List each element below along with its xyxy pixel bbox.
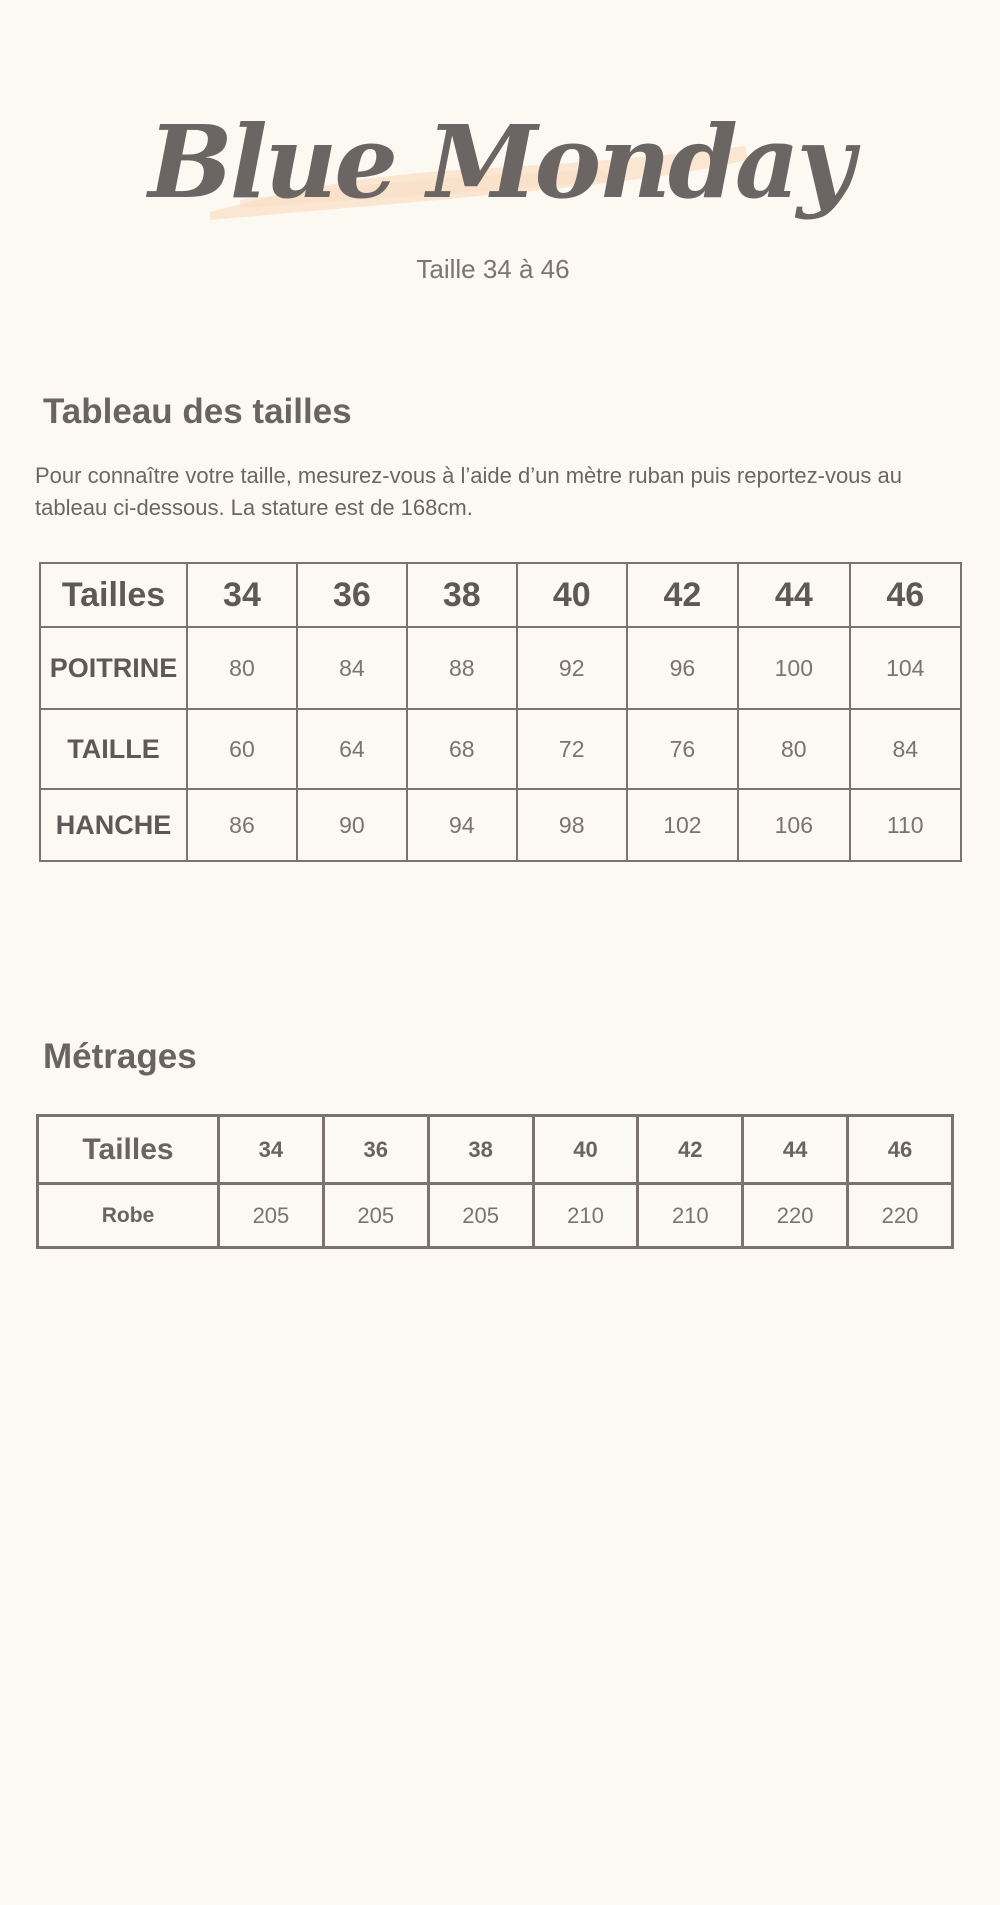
- table-cell: 84: [850, 709, 961, 789]
- fabric-table-header-cell: 38: [428, 1116, 533, 1184]
- size-table-header-cell: 44: [738, 563, 849, 627]
- row-label: HANCHE: [40, 789, 187, 861]
- size-table-header-cell: 40: [517, 563, 627, 627]
- table-cell: 210: [533, 1184, 638, 1248]
- table-cell: 94: [407, 789, 517, 861]
- row-label: TAILLE: [40, 709, 187, 789]
- fabric-table-header-cell: 44: [743, 1116, 848, 1184]
- table-cell: 100: [738, 627, 849, 709]
- table-cell: 220: [743, 1184, 848, 1248]
- table-cell: 80: [738, 709, 849, 789]
- size-table-header-row: [40, 563, 961, 627]
- fabric-table-header-cell: 36: [323, 1116, 428, 1184]
- size-table-header-cell: 38: [407, 563, 517, 627]
- table-cell: 104: [850, 627, 961, 709]
- table-cell: 205: [428, 1184, 533, 1248]
- table-cell: 205: [219, 1184, 324, 1248]
- table-cell: 86: [187, 789, 297, 861]
- table-cell: 76: [627, 709, 738, 789]
- table-cell: 106: [738, 789, 849, 861]
- table-cell: 98: [517, 789, 627, 861]
- table-cell: 102: [627, 789, 738, 861]
- size-table: [39, 562, 962, 862]
- table-row: [38, 1184, 953, 1248]
- table-cell: 80: [187, 627, 297, 709]
- table-cell: 92: [517, 627, 627, 709]
- table-cell: 205: [323, 1184, 428, 1248]
- table-cell: 96: [627, 627, 738, 709]
- table-cell: 72: [517, 709, 627, 789]
- size-range-subtitle: Taille 34 à 46: [416, 254, 570, 284]
- fabric-table-header-cell: 46: [848, 1116, 953, 1184]
- fabric-table-header-cell: 34: [219, 1116, 324, 1184]
- fabric-table-header-row: [38, 1116, 953, 1184]
- table-cell: 68: [407, 709, 517, 789]
- table-row: [40, 789, 961, 861]
- fabric-table-heading: Métrages: [43, 1037, 197, 1076]
- fabric-table: [36, 1114, 954, 1249]
- fabric-table-header-cell: 42: [638, 1116, 743, 1184]
- brand-title: Blue Monday: [148, 103, 852, 221]
- row-label: POITRINE: [40, 627, 187, 709]
- size-table-intro: Pour connaître votre taille, mesurez-vous à l’aide d’un mètre ruban puis reportez-vous au tableau ci-dessous. La stature est de 168cm.: [35, 463, 903, 520]
- size-table-header-cell: 36: [297, 563, 407, 627]
- table-cell: 60: [187, 709, 297, 789]
- table-cell: 64: [297, 709, 407, 789]
- table-cell: 110: [850, 789, 961, 861]
- table-cell: 88: [407, 627, 517, 709]
- table-cell: 84: [297, 627, 407, 709]
- fabric-table-header-cell: 40: [533, 1116, 638, 1184]
- table-row: [40, 709, 961, 789]
- table-cell: 90: [297, 789, 407, 861]
- size-table-heading: Tableau des tailles: [43, 392, 352, 431]
- size-table-corner-cell: Tailles: [40, 563, 187, 627]
- size-table-header-cell: 46: [850, 563, 961, 627]
- size-table-header-cell: 42: [627, 563, 738, 627]
- table-row: [40, 627, 961, 709]
- fabric-table-corner-cell: Tailles: [38, 1116, 219, 1184]
- table-cell: 210: [638, 1184, 743, 1248]
- table-cell: 220: [848, 1184, 953, 1248]
- size-table-header-cell: 34: [187, 563, 297, 627]
- row-label: Robe: [38, 1184, 219, 1248]
